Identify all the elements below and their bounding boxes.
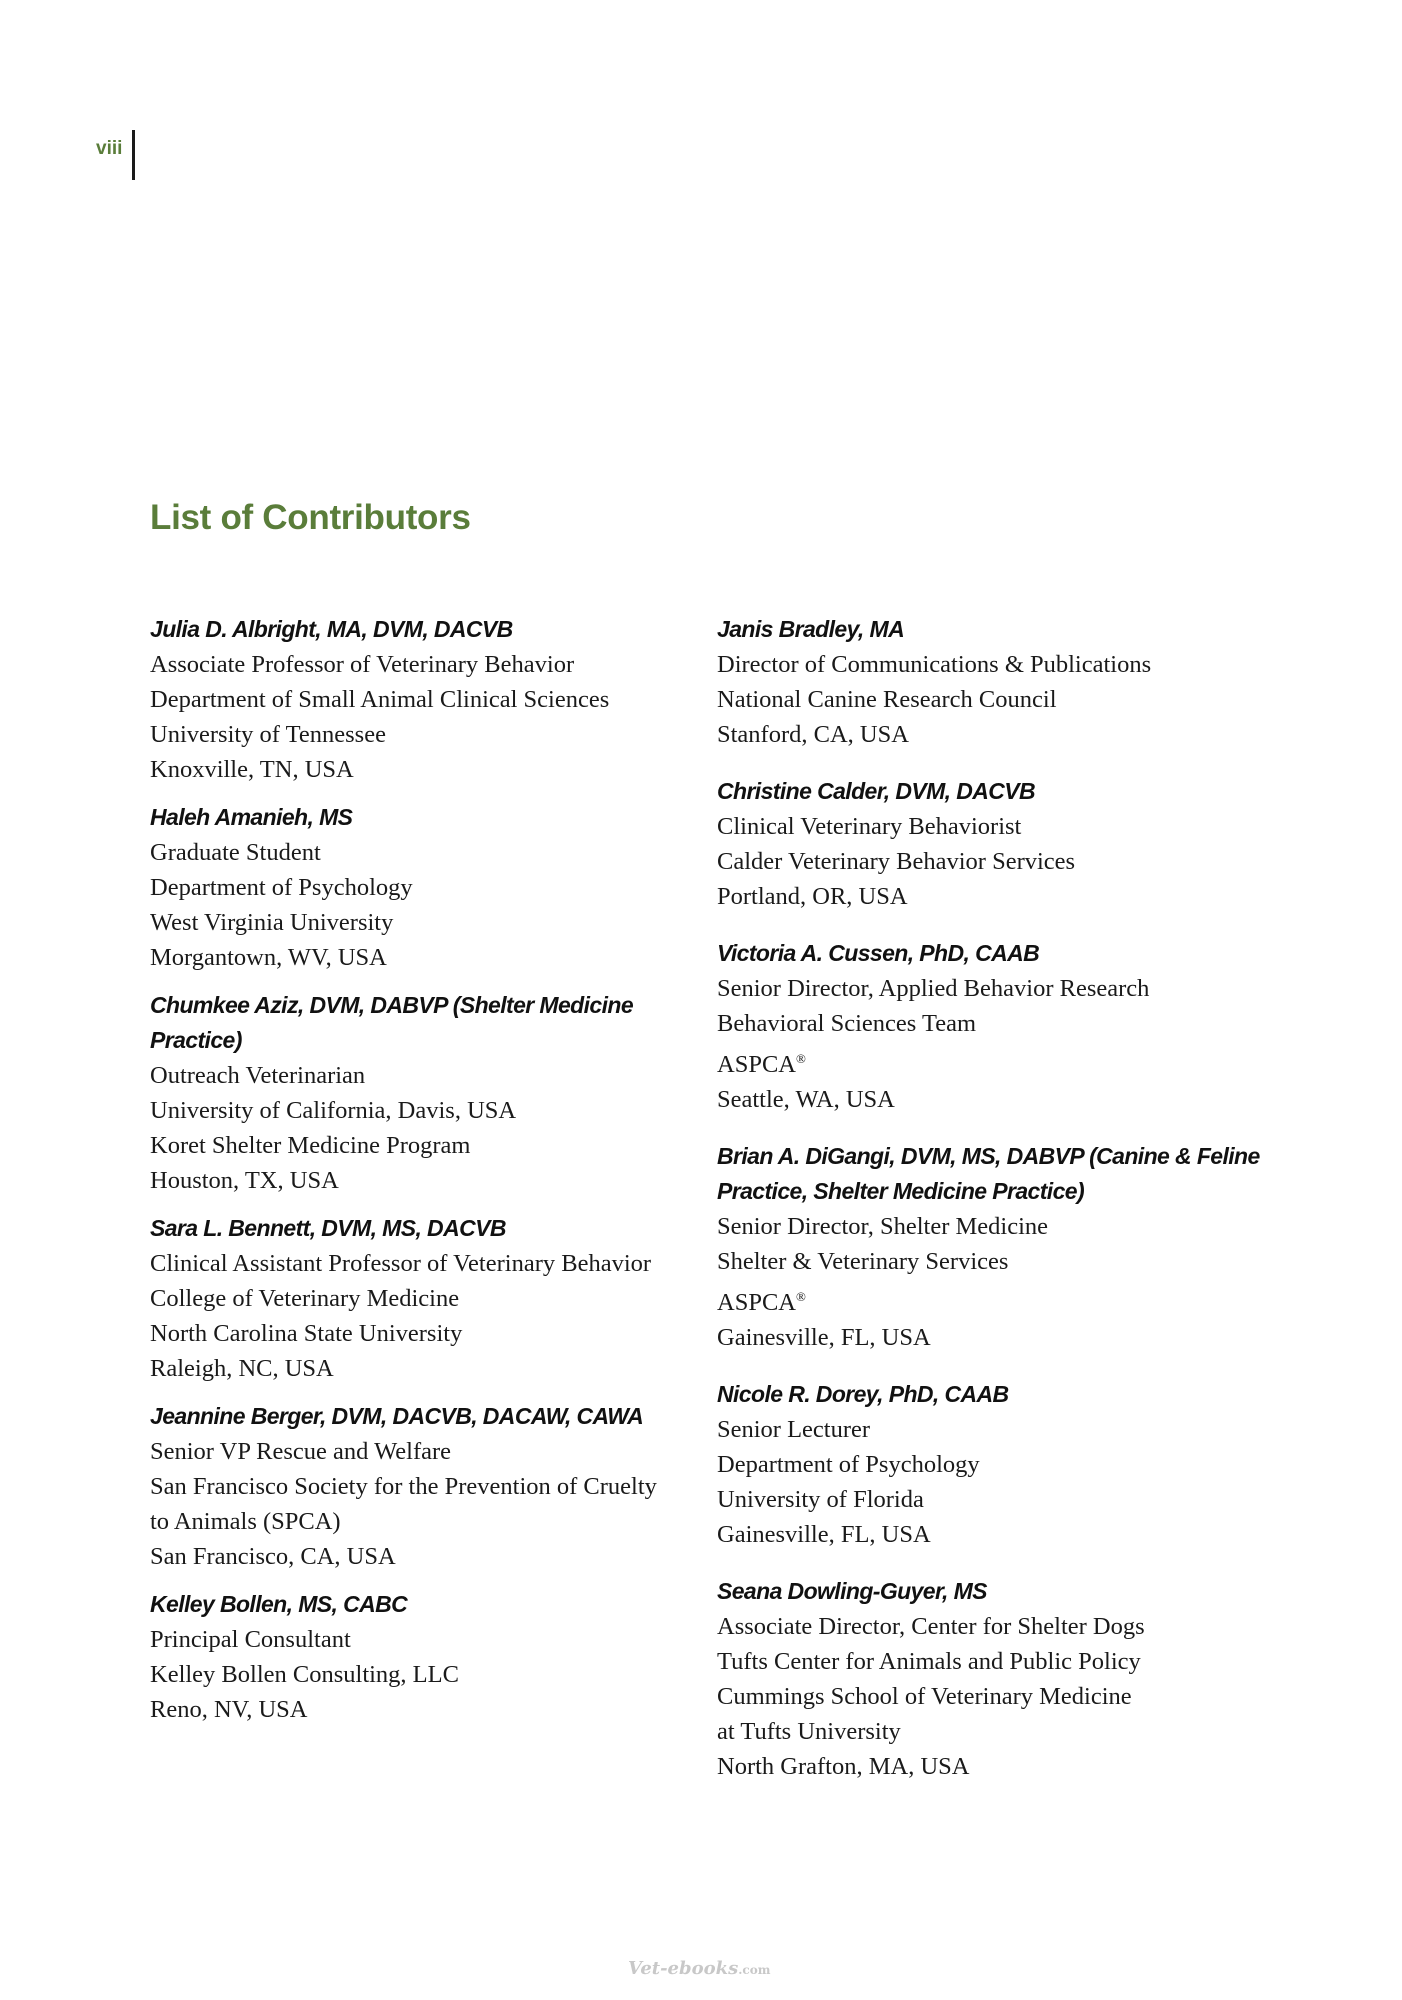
contributor-affiliation-line: ASPCA® xyxy=(717,1051,806,1078)
contributor-affiliation-line: San Francisco, CA, USA xyxy=(150,1543,396,1570)
contributor-affiliation-line: Senior VP Rescue and Welfare xyxy=(150,1438,452,1465)
contributor-entry xyxy=(717,1377,1277,1552)
contributor-affiliation-line: Koret Shelter Medicine Program xyxy=(150,1132,471,1159)
contributor-affiliation-line: Department of Small Animal Clinical Sciences xyxy=(150,686,610,713)
contributor-entry xyxy=(717,774,1277,914)
contributor-affiliation-line: Raleigh, NC, USA xyxy=(150,1355,334,1382)
contributor-affiliation-line: Senior Director, Applied Behavior Research xyxy=(717,975,1150,1002)
contributor-affiliation-line: Department of Psychology xyxy=(150,874,413,901)
section-title: List of Contributors xyxy=(150,498,471,537)
contributor-affiliation-line: San Francisco Society for the Prevention of Cruelty to Animals (SPCA) xyxy=(150,1473,657,1535)
contributors-left-column xyxy=(150,612,680,1740)
contributor-affiliation-line: National Canine Research Council xyxy=(717,686,1057,713)
contributor-entry xyxy=(150,612,680,787)
contributor-affiliation-line: West Virginia University xyxy=(150,909,394,936)
contributor-entry xyxy=(150,1399,680,1574)
contributor-affiliation-line: Principal Consultant xyxy=(150,1626,351,1653)
contributor-affiliation-line: Morgantown, WV, USA xyxy=(150,944,387,971)
contributor-affiliation-line: at Tufts University xyxy=(717,1718,901,1745)
contributor-affiliation-line: Senior Lecturer xyxy=(717,1416,871,1443)
contributor-affiliation-line: Outreach Veterinarian xyxy=(150,1062,366,1089)
contributor-affiliation-line: North Carolina State University xyxy=(150,1320,463,1347)
contributor-entry xyxy=(150,1211,680,1386)
contributor-affiliation-line: Houston, TX, USA xyxy=(150,1167,339,1194)
contributor-affiliation-line: ASPCA® xyxy=(717,1289,806,1316)
page-number: viii xyxy=(96,138,123,159)
contributor-affiliation-line: Kelley Bollen Consulting, LLC xyxy=(150,1661,459,1688)
contributor-affiliation-line: Knoxville, TN, USA xyxy=(150,756,354,783)
contributor-entry xyxy=(717,936,1277,1117)
watermark xyxy=(628,1958,770,1979)
contributor-affiliation-line: Associate Director, Center for Shelter Dogs xyxy=(717,1613,1145,1640)
page-number-rule xyxy=(132,130,135,180)
contributor-name: Victoria A. Cussen, PhD, CAAB xyxy=(717,940,1040,966)
contributor-affiliation-line: Senior Director, Shelter Medicine xyxy=(717,1213,1049,1240)
contributor-name: Nicole R. Dorey, PhD, CAAB xyxy=(717,1381,1009,1407)
contributor-entry xyxy=(717,612,1277,752)
contributor-entry xyxy=(717,1574,1277,1784)
contributor-affiliation-line: University of Tennessee xyxy=(150,721,386,748)
contributor-affiliation-line: Gainesville, FL, USA xyxy=(717,1521,931,1548)
contributor-name: Brian A. DiGangi, DVM, MS, DABVP (Canine & Feline Practice, Shelter Medicine Practice) xyxy=(717,1143,1260,1204)
watermark-text: Vet-ebooks xyxy=(628,1958,739,1979)
contributor-name: Julia D. Albright, MA, DVM, DACVB xyxy=(150,616,513,642)
contributor-affiliation-line: Gainesville, FL, USA xyxy=(717,1324,931,1351)
contributor-affiliation-line: Tufts Center for Animals and Public Policy xyxy=(717,1648,1141,1675)
contributor-name: Seana Dowling-Guyer, MS xyxy=(717,1578,987,1604)
contributor-affiliation-line: Associate Professor of Veterinary Behavior xyxy=(150,651,575,678)
contributor-entry xyxy=(150,988,680,1198)
contributor-entry xyxy=(150,800,680,975)
contributor-affiliation-line: Clinical Veterinary Behaviorist xyxy=(717,813,1022,840)
contributor-affiliation-line: College of Veterinary Medicine xyxy=(150,1285,460,1312)
contributor-affiliation-line: Director of Communications & Publications xyxy=(717,651,1152,678)
contributor-entry xyxy=(150,1587,680,1727)
contributor-entry xyxy=(717,1139,1277,1355)
contributor-affiliation-line: University of California, Davis, USA xyxy=(150,1097,517,1124)
contributor-name: Janis Bradley, MA xyxy=(717,616,905,642)
contributor-affiliation-line: Stanford, CA, USA xyxy=(717,721,909,748)
contributor-affiliation-line: Portland, OR, USA xyxy=(717,883,908,910)
contributor-affiliation-line: Behavioral Sciences Team xyxy=(717,1010,977,1037)
contributor-affiliation-line: North Grafton, MA, USA xyxy=(717,1753,970,1780)
contributors-right-column xyxy=(717,612,1277,1806)
contributor-name: Christine Calder, DVM, DACVB xyxy=(717,778,1036,804)
contributor-affiliation-line: Reno, NV, USA xyxy=(150,1696,308,1723)
contributor-name: Jeannine Berger, DVM, DACVB, DACAW, CAWA xyxy=(150,1403,644,1429)
contributor-affiliation-line: Graduate Student xyxy=(150,839,321,866)
contributor-affiliation-line: University of Florida xyxy=(717,1486,924,1513)
contributor-affiliation-line: Cummings School of Veterinary Medicine xyxy=(717,1683,1132,1710)
contributor-affiliation-line: Department of Psychology xyxy=(717,1451,980,1478)
contributor-name: Sara L. Bennett, DVM, MS, DACVB xyxy=(150,1215,506,1241)
contributor-affiliation-line: Seattle, WA, USA xyxy=(717,1086,895,1113)
contributor-name: Chumkee Aziz, DVM, DABVP (Shelter Medicine Practice) xyxy=(150,992,634,1053)
contributor-name: Haleh Amanieh, MS xyxy=(150,804,353,830)
contributor-name: Kelley Bollen, MS, CABC xyxy=(150,1591,408,1617)
watermark-suffix: .com xyxy=(738,1963,771,1977)
contributor-affiliation-line: Clinical Assistant Professor of Veterinary Behavior xyxy=(150,1250,652,1277)
contributor-affiliation-line: Shelter & Veterinary Services xyxy=(717,1248,1009,1275)
contributor-affiliation-line: Calder Veterinary Behavior Services xyxy=(717,848,1076,875)
